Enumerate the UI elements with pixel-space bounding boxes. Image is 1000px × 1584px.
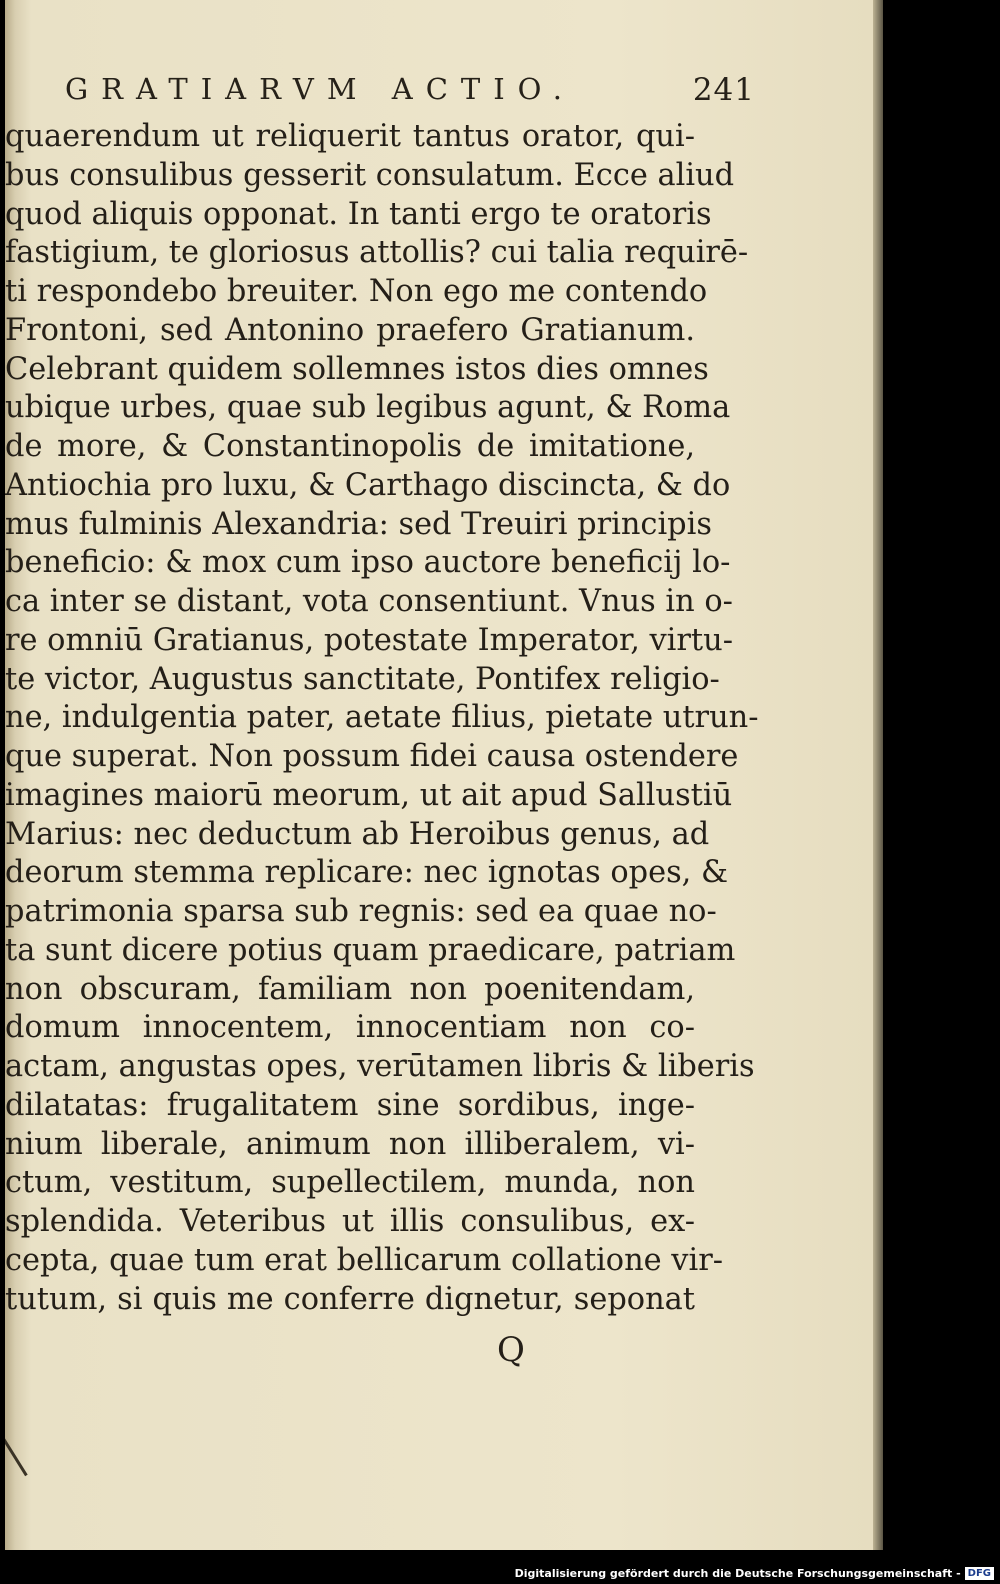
text-line: mus fulminis Alexandria: sed Treuiri principis [5, 506, 712, 542]
dfg-logo: DFG [965, 1567, 994, 1580]
text-line: quod aliquis opponat. In tanti ergo te oratoris [5, 196, 712, 232]
text-line: imagines maiorū meorum, ut ait apud Sallustiū [5, 777, 733, 813]
text-line: ubique urbes, quae sub legibus agunt, & Roma [5, 390, 731, 426]
text-line: domum innocentem, innocentiam non co- [5, 1010, 695, 1046]
digitization-credit [515, 1564, 994, 1582]
text-line: deorum stemma replicare: nec ignotas opes, & [5, 855, 729, 891]
text-line: actam, angustas opes, verūtamen libris & liberis [5, 1049, 755, 1084]
text-line: non obscuram, familiam non poenitendam, [5, 971, 695, 1007]
book-page [5, 0, 873, 1550]
text-line: ne, indulgentia pater, aetate filius, pietate utrun- [5, 700, 759, 736]
body-text [5, 118, 759, 1319]
page-edge-shadow [873, 0, 883, 1550]
text-line: ctum, vestitum, supellectilem, munda, non [5, 1165, 695, 1201]
catchword: Q [497, 1330, 525, 1370]
text-line: Frontoni, sed Antonino praefero Gratianum. [5, 312, 695, 348]
text-line: que superat. Non possum fidei causa ostendere [5, 739, 739, 774]
page-number: 241 [692, 72, 755, 108]
text-line: nium liberale, animum non illiberalem, vi- [5, 1126, 695, 1162]
text-line: re omniū Gratianus, potestate Imperator, virtu- [5, 622, 733, 658]
text-line: quaerendum ut reliquerit tantus orator, qui- [5, 119, 695, 154]
text-line: fastigium, te gloriosus attollis? cui talia requirē- [5, 235, 749, 271]
text-line: dilatatas: frugalitatem sine sordibus, inge- [5, 1087, 695, 1123]
text-line: bus consulibus gesserit consulatum. Ecce aliud [5, 157, 735, 193]
text-line: beneficio: & mox cum ipso auctore beneficij lo- [5, 545, 731, 581]
text-line: Antiochia pro luxu, & Carthago discincta, & do [5, 467, 731, 503]
text-line: te victor, Augustus sanctitate, Pontifex religio- [5, 661, 720, 697]
page-header [65, 72, 785, 112]
text-line: cepta, quae tum erat bellicarum collatione vir- [5, 1242, 723, 1278]
running-title: GRATIARVM ACTIO. [65, 72, 575, 106]
text-line: ta sunt dicere potius quam praedicare, patriam [5, 932, 736, 968]
text-line: Celebrant quidem sollemnes istos dies omnes [5, 351, 709, 387]
text-line: patrimonia sparsa sub regnis: sed ea quae no- [5, 894, 717, 929]
text-line: tutum, si quis me conferre dignetur, seponat [5, 1281, 695, 1317]
text-line: Marius: nec deductum ab Heroibus genus, ad [5, 816, 710, 852]
credit-text: Digitalisierung gefördert durch die Deutsche Forschungsgemeinschaft - [514, 1566, 961, 1580]
text-line: de more, & Constantinopolis de imitatione, [5, 429, 695, 464]
margin-mark [5, 1424, 28, 1476]
text-line: splendida. Veteribus ut illis consulibus, ex- [5, 1204, 695, 1239]
text-line: ca inter se distant, vota consentiunt. Vnus in o- [5, 584, 733, 619]
text-line: ti respondebo breuiter. Non ego me contendo [5, 274, 708, 309]
